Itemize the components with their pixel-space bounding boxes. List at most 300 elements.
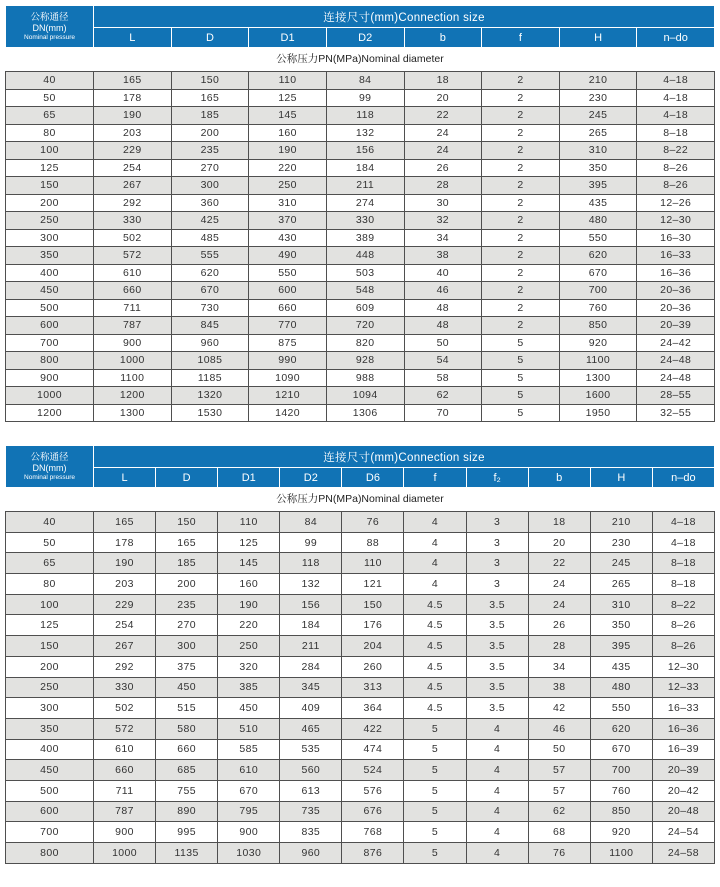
table-header — [6, 6, 715, 48]
table-cell: 370 — [249, 212, 327, 230]
table-cell: 210 — [590, 512, 652, 533]
table-cell: 995 — [156, 822, 218, 843]
table-cell: 430 — [249, 229, 327, 247]
table-cell: 5 — [404, 843, 466, 864]
table-cell: 900 — [94, 822, 156, 843]
table-cell: 200 — [171, 124, 249, 142]
table-cell: 409 — [280, 698, 342, 719]
table-cell: 4–18 — [652, 512, 714, 533]
table-row — [6, 532, 715, 553]
pressure-subtitle: 公称压力PN(MPa)Nominal diameter — [6, 488, 715, 512]
table-row — [6, 574, 715, 595]
table-cell: 375 — [156, 656, 218, 677]
table-cell: 1090 — [249, 369, 327, 387]
table-row — [6, 843, 715, 864]
table-cell: 184 — [280, 615, 342, 636]
table-cell: 660 — [156, 739, 218, 760]
table-cell: 502 — [94, 698, 156, 719]
table-cell: 610 — [94, 739, 156, 760]
corner-header — [6, 446, 94, 488]
table-cell: 787 — [94, 801, 156, 822]
table-cell: 3 — [466, 512, 528, 533]
flange-dimension-table-2 — [5, 445, 715, 864]
table-cell: 28 — [404, 177, 482, 195]
table-row — [6, 159, 715, 177]
table-cell: 2 — [482, 212, 560, 230]
table-cell: 200 — [156, 574, 218, 595]
table-cell: 190 — [94, 553, 156, 574]
table-cell: 425 — [171, 212, 249, 230]
column-header: L — [94, 28, 172, 48]
column-header: b — [404, 28, 482, 48]
table-cell: 620 — [559, 247, 637, 265]
table-cell: 8–18 — [652, 574, 714, 595]
table-cell: 3.5 — [466, 656, 528, 677]
table-cell: 99 — [280, 532, 342, 553]
table-cell: 920 — [590, 822, 652, 843]
table-cell: 54 — [404, 352, 482, 370]
table-cell: 88 — [342, 532, 404, 553]
dn-cell: 700 — [6, 822, 94, 843]
table-cell: 450 — [156, 677, 218, 698]
table-cell: 2 — [482, 124, 560, 142]
table-cell: 32–55 — [637, 404, 715, 422]
table-cell: 184 — [326, 159, 404, 177]
table-cell: 160 — [218, 574, 280, 595]
dn-cell: 600 — [6, 317, 94, 335]
table-cell: 385 — [218, 677, 280, 698]
table-cell: 210 — [559, 72, 637, 90]
table-cell: 330 — [94, 677, 156, 698]
column-header: D2 — [280, 468, 342, 488]
table-cell: 4 — [404, 512, 466, 533]
table-cell: 24 — [528, 574, 590, 595]
table-cell: 1085 — [171, 352, 249, 370]
table-cell: 16–33 — [637, 247, 715, 265]
table-cell: 8–26 — [652, 615, 714, 636]
table-cell: 620 — [590, 718, 652, 739]
table-cell: 5 — [482, 352, 560, 370]
dn-cell: 50 — [6, 532, 94, 553]
table-cell: 4 — [466, 739, 528, 760]
table-cell: 2 — [482, 194, 560, 212]
flange-dimension-table-1 — [5, 5, 715, 422]
table-cell: 1210 — [249, 387, 327, 405]
table-cell: 576 — [342, 780, 404, 801]
table-cell: 4.5 — [404, 636, 466, 657]
table-cell: 20–48 — [652, 801, 714, 822]
table-cell: 550 — [559, 229, 637, 247]
column-header: D1 — [218, 468, 280, 488]
table-cell: 900 — [94, 334, 172, 352]
table-cell: 8–18 — [637, 124, 715, 142]
table-cell: 4 — [466, 801, 528, 822]
table-cell: 310 — [590, 594, 652, 615]
table-cell: 28–55 — [637, 387, 715, 405]
dn-cell: 350 — [6, 718, 94, 739]
dn-cell: 80 — [6, 574, 94, 595]
table-cell: 4–18 — [637, 107, 715, 125]
table-row — [6, 89, 715, 107]
table-cell: 5 — [482, 404, 560, 422]
table-cell: 1000 — [94, 843, 156, 864]
table-cell: 16–36 — [637, 264, 715, 282]
table-cell: 16–39 — [652, 739, 714, 760]
dn-cell: 50 — [6, 89, 94, 107]
table-cell: 203 — [94, 574, 156, 595]
table-row — [6, 264, 715, 282]
table-cell: 245 — [590, 553, 652, 574]
table-cell: 118 — [280, 553, 342, 574]
table-cell: 235 — [171, 142, 249, 160]
table-cell: 50 — [404, 334, 482, 352]
table-cell: 267 — [94, 177, 172, 195]
table-cell: 835 — [280, 822, 342, 843]
table-row — [6, 656, 715, 677]
table-row — [6, 718, 715, 739]
table-cell: 4 — [466, 760, 528, 781]
table-cell: 524 — [342, 760, 404, 781]
table-row — [6, 194, 715, 212]
table-cell: 16–33 — [652, 698, 714, 719]
table-row — [6, 636, 715, 657]
table-cell: 20–36 — [637, 299, 715, 317]
table-cell: 211 — [280, 636, 342, 657]
table-cell: 609 — [326, 299, 404, 317]
table-cell: 610 — [94, 264, 172, 282]
column-header: L — [94, 468, 156, 488]
table-cell: 20–39 — [652, 760, 714, 781]
table-row — [6, 212, 715, 230]
table-cell: 4 — [466, 780, 528, 801]
table-cell: 178 — [94, 89, 172, 107]
dn-cell: 40 — [6, 72, 94, 90]
table-cell: 110 — [218, 512, 280, 533]
table-cell: 4 — [466, 843, 528, 864]
table-cell: 660 — [249, 299, 327, 317]
table-cell: 20 — [528, 532, 590, 553]
table-cell: 1530 — [171, 404, 249, 422]
table-cell: 320 — [218, 656, 280, 677]
column-header: H — [559, 28, 637, 48]
table-cell: 1300 — [559, 369, 637, 387]
table-cell: 613 — [280, 780, 342, 801]
table-cell: 685 — [156, 760, 218, 781]
table-cell: 1300 — [94, 404, 172, 422]
table-cell: 20 — [404, 89, 482, 107]
dn-cell: 300 — [6, 698, 94, 719]
dn-cell: 250 — [6, 212, 94, 230]
table-row — [6, 780, 715, 801]
table-row — [6, 594, 715, 615]
table-cell: 150 — [171, 72, 249, 90]
column-header-row — [6, 468, 715, 488]
table-cell: 560 — [280, 760, 342, 781]
table-cell: 660 — [94, 760, 156, 781]
table-cell: 20–39 — [637, 317, 715, 335]
table-cell: 5 — [404, 760, 466, 781]
table-cell: 435 — [559, 194, 637, 212]
table-row — [6, 698, 715, 719]
table-cell: 24 — [404, 124, 482, 142]
table-row — [6, 177, 715, 195]
table-cell: 503 — [326, 264, 404, 282]
connection-size-header: 连接尺寸(mm)Connection size — [94, 446, 715, 468]
table-cell: 46 — [528, 718, 590, 739]
table-cell: 12–33 — [652, 677, 714, 698]
dn-cell: 900 — [6, 369, 94, 387]
table-cell: 395 — [559, 177, 637, 195]
table-cell: 2 — [482, 107, 560, 125]
table-row — [6, 615, 715, 636]
table-cell: 204 — [342, 636, 404, 657]
dimension-table — [5, 5, 715, 422]
table-cell: 3 — [466, 553, 528, 574]
table-cell: 110 — [249, 72, 327, 90]
table-cell: 480 — [559, 212, 637, 230]
subtitle-row — [6, 488, 715, 512]
table-cell: 292 — [94, 194, 172, 212]
table-cell: 360 — [171, 194, 249, 212]
table-cell: 768 — [342, 822, 404, 843]
table-cell: 465 — [280, 718, 342, 739]
table-cell: 57 — [528, 760, 590, 781]
table-cell: 3 — [466, 574, 528, 595]
dn-cell: 100 — [6, 142, 94, 160]
dn-cell: 150 — [6, 636, 94, 657]
table-cell: 270 — [156, 615, 218, 636]
table-cell: 1030 — [218, 843, 280, 864]
table-cell: 230 — [559, 89, 637, 107]
table-cell: 670 — [559, 264, 637, 282]
table-cell: 770 — [249, 317, 327, 335]
table-cell: 1100 — [559, 352, 637, 370]
table-cell: 5 — [482, 369, 560, 387]
table-cell: 165 — [171, 89, 249, 107]
table-cell: 84 — [326, 72, 404, 90]
table-cell: 5 — [482, 334, 560, 352]
table-cell: 160 — [249, 124, 327, 142]
table-cell: 20–36 — [637, 282, 715, 300]
table-cell: 670 — [218, 780, 280, 801]
table-row — [6, 299, 715, 317]
table-cell: 265 — [590, 574, 652, 595]
table-cell: 57 — [528, 780, 590, 801]
table-cell: 755 — [156, 780, 218, 801]
corner-header-line3: Nominal pressure — [24, 33, 75, 41]
column-header: D2 — [326, 28, 404, 48]
table-cell: 270 — [171, 159, 249, 177]
table-cell: 245 — [559, 107, 637, 125]
table-cell: 4.5 — [404, 698, 466, 719]
table-cell: 480 — [590, 677, 652, 698]
connection-size-header: 连接尺寸(mm)Connection size — [94, 6, 715, 28]
column-header: b — [528, 468, 590, 488]
table-cell: 2 — [482, 264, 560, 282]
table-cell: 485 — [171, 229, 249, 247]
table-row — [6, 822, 715, 843]
table-cell: 12–30 — [652, 656, 714, 677]
table-row — [6, 369, 715, 387]
table-cell: 254 — [94, 615, 156, 636]
dn-cell: 40 — [6, 512, 94, 533]
table-cell: 250 — [249, 177, 327, 195]
table-cell: 735 — [280, 801, 342, 822]
table-cell: 230 — [590, 532, 652, 553]
table-cell: 3.5 — [466, 615, 528, 636]
corner-header — [6, 6, 94, 48]
dn-cell: 300 — [6, 229, 94, 247]
table-cell: 2 — [482, 317, 560, 335]
table-cell: 4.5 — [404, 656, 466, 677]
dn-cell: 200 — [6, 194, 94, 212]
table-cell: 24–42 — [637, 334, 715, 352]
table-cell: 40 — [404, 264, 482, 282]
table-cell: 48 — [404, 299, 482, 317]
table-cell: 24–48 — [637, 369, 715, 387]
table-cell: 2 — [482, 159, 560, 177]
table-cell: 2 — [482, 89, 560, 107]
table-cell: 70 — [404, 404, 482, 422]
table-cell: 62 — [404, 387, 482, 405]
table-cell: 18 — [528, 512, 590, 533]
table-cell: 220 — [218, 615, 280, 636]
table-cell: 150 — [342, 594, 404, 615]
table-row — [6, 404, 715, 422]
dn-cell: 125 — [6, 159, 94, 177]
table-cell: 845 — [171, 317, 249, 335]
table-cell: 3.5 — [466, 636, 528, 657]
dn-cell: 500 — [6, 299, 94, 317]
dn-cell: 250 — [6, 677, 94, 698]
table-cell: 3.5 — [466, 677, 528, 698]
table-cell: 2 — [482, 282, 560, 300]
table-cell: 76 — [528, 843, 590, 864]
dn-cell: 150 — [6, 177, 94, 195]
table-cell: 125 — [218, 532, 280, 553]
table-cell: 5 — [482, 387, 560, 405]
dn-cell: 450 — [6, 760, 94, 781]
table-cell: 8–18 — [652, 553, 714, 574]
table-row — [6, 760, 715, 781]
table-row — [6, 512, 715, 533]
corner-header-line2: DN(mm) — [32, 22, 67, 33]
table-cell: 30 — [404, 194, 482, 212]
table-cell: 4 — [466, 718, 528, 739]
column-header: n–do — [637, 28, 715, 48]
column-header-row — [6, 28, 715, 48]
table-cell: 22 — [404, 107, 482, 125]
pressure-subtitle: 公称压力PN(MPa)Nominal diameter — [6, 48, 715, 72]
table-cell: 267 — [94, 636, 156, 657]
table-cell: 4 — [404, 574, 466, 595]
table-row — [6, 334, 715, 352]
table-cell: 2 — [482, 229, 560, 247]
table-cell: 24–54 — [652, 822, 714, 843]
table-cell: 330 — [94, 212, 172, 230]
table-cell: 229 — [94, 594, 156, 615]
table-cell: 250 — [218, 636, 280, 657]
table-cell: 515 — [156, 698, 218, 719]
table-cell: 990 — [249, 352, 327, 370]
dn-cell: 400 — [6, 264, 94, 282]
table-cell: 555 — [171, 247, 249, 265]
table-cell: 8–22 — [652, 594, 714, 615]
table-cell: 118 — [326, 107, 404, 125]
column-header: D1 — [249, 28, 327, 48]
table-cell: 24–48 — [637, 352, 715, 370]
table-row — [6, 739, 715, 760]
table-row — [6, 229, 715, 247]
table-cell: 274 — [326, 194, 404, 212]
table-cell: 928 — [326, 352, 404, 370]
column-header: H — [590, 468, 652, 488]
table-cell: 1306 — [326, 404, 404, 422]
table-cell: 760 — [559, 299, 637, 317]
column-header: D6 — [342, 468, 404, 488]
table-cell: 988 — [326, 369, 404, 387]
table-cell: 34 — [528, 656, 590, 677]
dn-cell: 450 — [6, 282, 94, 300]
table-cell: 110 — [342, 553, 404, 574]
table-cell: 1135 — [156, 843, 218, 864]
table-cell: 300 — [156, 636, 218, 657]
table-cell: 700 — [559, 282, 637, 300]
table-cell: 190 — [249, 142, 327, 160]
table-cell: 16–30 — [637, 229, 715, 247]
table-cell: 310 — [249, 194, 327, 212]
table-cell: 395 — [590, 636, 652, 657]
table-cell: 1600 — [559, 387, 637, 405]
table-cell: 1200 — [94, 387, 172, 405]
corner-header-line1: 公称通径 — [30, 451, 69, 463]
table-cell: 313 — [342, 677, 404, 698]
table-cell: 8–26 — [652, 636, 714, 657]
table-cell: 24 — [528, 594, 590, 615]
table-cell: 448 — [326, 247, 404, 265]
table-cell: 3 — [466, 532, 528, 553]
table-cell: 99 — [326, 89, 404, 107]
corner-header-line2: DN(mm) — [32, 462, 67, 473]
table-body — [6, 512, 715, 864]
table-cell: 5 — [404, 739, 466, 760]
table-cell: 165 — [94, 512, 156, 533]
table-cell: 156 — [326, 142, 404, 160]
table-cell: 235 — [156, 594, 218, 615]
table-cell: 24 — [404, 142, 482, 160]
table-cell: 50 — [528, 739, 590, 760]
table-cell: 4–18 — [637, 72, 715, 90]
table-cell: 2 — [482, 177, 560, 195]
table-cell: 422 — [342, 718, 404, 739]
dn-cell: 1000 — [6, 387, 94, 405]
table-cell: 62 — [528, 801, 590, 822]
table-cell: 76 — [342, 512, 404, 533]
table-cell: 46 — [404, 282, 482, 300]
table-cell: 585 — [218, 739, 280, 760]
table-cell: 185 — [156, 553, 218, 574]
table-cell: 1185 — [171, 369, 249, 387]
table-cell: 292 — [94, 656, 156, 677]
table-cell: 3.5 — [466, 594, 528, 615]
table-row — [6, 553, 715, 574]
table-cell: 4.5 — [404, 615, 466, 636]
table-cell: 145 — [249, 107, 327, 125]
table-row — [6, 282, 715, 300]
table-cell: 711 — [94, 299, 172, 317]
table-cell: 260 — [342, 656, 404, 677]
column-header: f₂ — [466, 468, 528, 488]
